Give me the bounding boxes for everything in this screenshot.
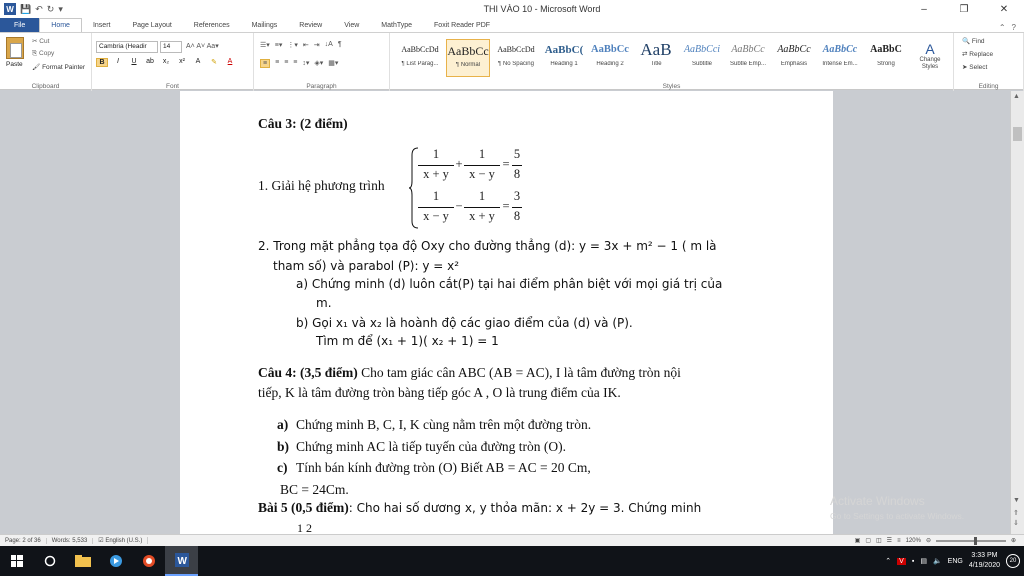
word-taskbar-button[interactable]	[165, 546, 198, 576]
subscript-icon[interactable]: x₂	[162, 58, 170, 65]
tab-file[interactable]: File	[0, 18, 39, 32]
tab-mailings[interactable]: Mailings	[251, 21, 278, 29]
editing-label: Editing	[978, 83, 999, 90]
select-button[interactable]: ➤ Select	[962, 64, 988, 71]
style-heading-1[interactable]: AaBbC( Heading 1	[544, 44, 584, 67]
style-list-paragraph[interactable]: AaBbCcDd ¶ List Parag...	[401, 45, 439, 67]
font-color-icon[interactable]: A	[227, 58, 233, 65]
bold-button[interactable]: B	[96, 58, 108, 67]
numbering-icon[interactable]: ≡▾	[274, 42, 283, 49]
style-title[interactable]: AaB Title	[640, 40, 672, 67]
media-icon	[109, 554, 123, 568]
eq2-frac2-num: 1	[478, 189, 486, 203]
style-intense-emphasis[interactable]: AaBbCc Intense Em...	[822, 44, 858, 67]
q4c-label: c)	[277, 460, 288, 475]
system-tray	[885, 551, 1024, 571]
network-icon[interactable]: ▤	[920, 558, 927, 565]
draft-icon[interactable]: ≡	[897, 537, 901, 544]
change-styles-button[interactable]: A Change Styles	[912, 41, 948, 71]
style-emphasis[interactable]: AaBbCc Emphasis	[777, 44, 811, 67]
q3-heading: Câu 3: (2 điểm)	[258, 116, 348, 131]
browser-icon	[142, 554, 156, 568]
line-spacing-icon[interactable]: ↕▾	[302, 60, 310, 67]
eq2-frac1-num: 1	[432, 189, 440, 203]
q4-line2: tiếp, K là tâm đường tròn bàng tiếp góc A , O là trung điểm của IK.	[258, 385, 621, 400]
scroll-down-icon[interactable]: ▼	[1013, 497, 1020, 504]
font-group	[92, 33, 254, 91]
undo-icon[interactable]: ↶	[35, 3, 43, 14]
clock[interactable]: 3:33 PM 4/19/2020	[968, 552, 1000, 569]
superscript-icon[interactable]: x²	[179, 58, 185, 65]
bullets-icon[interactable]: ☰▾	[260, 42, 270, 49]
word-app-icon[interactable]: W	[4, 3, 16, 15]
outline-icon[interactable]: ☰	[886, 538, 893, 544]
antivirus-icon[interactable]: V	[899, 557, 904, 565]
q3-part2a-line1: a) Chứng minh (d) luôn cắt(P) tại hai điểm phân biệt với mọi giá trị của	[296, 277, 723, 291]
align-left-icon[interactable]: ≡	[260, 59, 270, 68]
q4-heading: Câu 4: (3,5 điểm)	[258, 365, 358, 380]
find-button[interactable]: 🔍 Find	[962, 38, 985, 45]
windows-logo-icon	[11, 555, 23, 567]
activate-windows-title: Activate Windows	[830, 494, 925, 508]
replace-button[interactable]: ⇄ Replace	[962, 51, 994, 58]
eq2-frac1-den: x − y	[423, 209, 449, 223]
tray-app-icon[interactable]: ▪	[911, 557, 915, 565]
q4a-label: a)	[277, 417, 289, 432]
page-count[interactable]: Page: 2 of 36	[0, 538, 47, 544]
style-heading-2[interactable]: AaBbCc Heading 2	[591, 44, 629, 67]
tab-foxit[interactable]: Foxit Reader PDF	[434, 21, 491, 29]
paragraph-group	[254, 33, 390, 91]
tab-mathtype[interactable]: MathType	[381, 21, 413, 29]
cortana-icon	[44, 555, 56, 567]
input-language[interactable]: ENG	[947, 557, 963, 565]
q4c-text: Tính bán kính đường tròn (O) Biết AB = AC = 20 Cm,	[296, 460, 591, 475]
taskbar	[0, 546, 1024, 576]
full-screen-icon[interactable]: ▢	[865, 538, 871, 544]
eq2-frac2-den: x + y	[469, 209, 495, 223]
style-strong[interactable]: AaBbC Strong	[870, 44, 902, 67]
quick-access-toolbar	[0, 3, 120, 15]
word-icon	[175, 553, 189, 567]
title-bar	[0, 0, 1024, 18]
zoom-in-icon[interactable]: ⊕	[1010, 538, 1016, 544]
paste-icon[interactable]	[6, 37, 24, 59]
ribbon-tabs	[0, 18, 1024, 32]
q5-heading: Bài 5 (0,5 điểm)	[258, 500, 349, 515]
tab-page-layout[interactable]: Page Layout	[132, 21, 172, 29]
browser-button[interactable]	[132, 546, 165, 576]
shading-icon[interactable]: ◈▾	[314, 60, 324, 67]
align-center-icon[interactable]: ≡	[275, 59, 280, 66]
folder-icon	[75, 555, 91, 567]
eq2-op2: =	[502, 199, 510, 213]
eq1-frac2-num: 1	[478, 147, 486, 161]
q4b-label: b)	[277, 439, 290, 454]
file-explorer-button[interactable]	[66, 546, 99, 576]
zoom-slider[interactable]	[936, 540, 1006, 542]
volume-icon[interactable]: 🔈	[932, 558, 942, 565]
minimize-button[interactable]: –	[921, 3, 927, 15]
eq2-frac1-bar	[418, 207, 454, 208]
font-name-select[interactable]: Cambria (Headir	[96, 41, 158, 53]
q4c-line2: BC = 24Cm.	[280, 482, 349, 497]
font-size-select[interactable]: 14	[160, 41, 182, 53]
styles-group	[390, 33, 954, 91]
highlight-icon[interactable]: ✎	[211, 59, 217, 66]
eq2-frac3-den: 8	[513, 209, 521, 223]
show-marks-icon[interactable]: ¶	[337, 41, 342, 48]
styles-label: Styles	[662, 83, 681, 90]
font-label: Font	[165, 83, 179, 90]
q3-part2-line1: 2. Trong mặt phẳng tọa độ Oxy cho đường thẳng (d): y = 3x + m² − 1 ( m là	[258, 239, 717, 253]
eq1-op1: +	[455, 157, 463, 171]
tab-view[interactable]: View	[344, 21, 360, 29]
document-page[interactable]	[180, 91, 833, 534]
grow-shrink-font-icon[interactable]: A˄ A˅ Aa▾	[186, 43, 219, 50]
svg-text:W: W	[177, 556, 187, 567]
eq1-op2: =	[502, 157, 510, 171]
close-button[interactable]: ✕	[999, 3, 1009, 15]
tab-home[interactable]: Home	[39, 18, 82, 32]
document-area	[0, 91, 1010, 534]
style-subtle-emphasis[interactable]: AaBbCc Subtle Emp...	[729, 44, 767, 67]
editing-group	[954, 33, 1024, 91]
scroll-up-icon[interactable]: ▲	[1013, 93, 1020, 100]
language-indicator[interactable]: ☑ English (U.S.)	[93, 537, 148, 544]
eq1-frac3-num: 5	[513, 147, 521, 161]
justify-icon[interactable]: ≡	[293, 59, 298, 66]
increase-indent-icon[interactable]: ⇥	[313, 42, 320, 49]
clipboard-label: Clipboard	[31, 83, 60, 90]
q3-part2a-line2: m.	[316, 296, 332, 310]
italic-button[interactable]: I	[117, 58, 119, 65]
scrollbar-thumb[interactable]	[1013, 127, 1022, 141]
eq2-frac3-num: 3	[513, 189, 521, 203]
eq2-frac3-bar	[512, 207, 522, 208]
word-count[interactable]: Words: 5,533	[47, 538, 94, 544]
paste-button[interactable]: Paste	[6, 61, 23, 68]
change-styles-icon: A	[925, 41, 935, 57]
help-icon[interactable]: ?	[1011, 23, 1016, 32]
search-button[interactable]	[33, 546, 66, 576]
ribbon	[0, 32, 1024, 90]
style-normal[interactable]: AaBbCc ¶ Normal	[446, 39, 490, 77]
start-button[interactable]	[0, 546, 33, 576]
eq2-op1: −	[455, 199, 463, 213]
tab-review[interactable]: Review	[299, 21, 323, 29]
strikethrough-icon[interactable]: ab	[146, 58, 154, 65]
text-effects-icon[interactable]: A	[195, 58, 201, 65]
window-title: THI VÀO 10 - Microsoft Word	[483, 4, 601, 14]
style-no-spacing[interactable]: AaBbCcDd ¶ No Spacing	[497, 45, 535, 67]
q3-part1-label: 1. Giải hệ phương trình	[258, 178, 385, 193]
q3-part2b-line2: Tìm m để (x₁ + 1)( x₂ + 1) = 1	[316, 334, 499, 348]
media-app-button[interactable]	[99, 546, 132, 576]
sort-icon[interactable]: ↓A	[324, 41, 333, 48]
borders-icon[interactable]: ▦▾	[328, 60, 339, 67]
customize-qat-icon[interactable]: ▾	[58, 3, 63, 14]
save-icon[interactable]: 💾	[20, 3, 32, 14]
tab-references[interactable]: References	[193, 21, 230, 29]
eq1-frac1-bar	[418, 165, 454, 166]
copy-button[interactable]: ⎘ Copy	[32, 50, 55, 57]
maximize-button[interactable]: ❐	[959, 3, 969, 15]
cut-button[interactable]: ✂ Cut	[32, 38, 50, 45]
action-center-badge[interactable]: 20	[1006, 554, 1020, 568]
decrease-indent-icon[interactable]: ⇤	[302, 42, 309, 49]
q5-line1: Bài 5 (0,5 điểm): Cho hai số dương x, y thỏa mãn: x + 2y = 3. Chứng minh	[258, 500, 702, 515]
q3-part2-line2: tham số) và parabol (P): y = x²	[273, 259, 460, 273]
eq1-frac1-den: x + y	[423, 167, 449, 181]
eq1-frac3-den: 8	[513, 167, 521, 181]
align-right-icon[interactable]: ≡	[284, 59, 289, 66]
web-layout-icon[interactable]: ◫	[876, 538, 882, 544]
print-layout-icon[interactable]: ▣	[854, 538, 861, 544]
q4-line1: Câu 4: (3,5 điểm) Cho tam giác cân ABC (AB = AC), I là tâm đường tròn nội	[258, 365, 681, 380]
eq1-frac2-den: x − y	[469, 167, 495, 181]
eq1-frac2-bar	[464, 165, 500, 166]
eq1-frac3-bar	[512, 165, 522, 166]
previous-page-icon[interactable]: ⇑	[1013, 510, 1019, 517]
zoom-level[interactable]: 120%	[905, 537, 921, 544]
redo-icon[interactable]: ↻	[46, 3, 55, 14]
eq1-frac1-num: 1	[432, 147, 440, 161]
q4a-text: Chứng minh B, C, I, K cùng nằm trên một đường tròn.	[296, 417, 592, 432]
q4b-text: Chứng minh AC là tiếp tuyến của đường tròn (O).	[296, 439, 566, 454]
tab-insert[interactable]: Insert	[92, 21, 111, 29]
clipboard-group	[0, 33, 92, 91]
activate-windows-subtitle: Go to Settings to activate Windows.	[830, 511, 965, 521]
q3-part2b-line1: b) Gọi x₁ và x₂ là hoành độ các giao điểm của (d) và (P).	[296, 316, 633, 330]
next-page-icon[interactable]: ⇓	[1013, 520, 1019, 527]
show-hidden-icons[interactable]: ⌃	[885, 558, 892, 565]
paragraph-label: Paragraph	[306, 83, 337, 90]
vertical-scrollbar[interactable]	[1010, 91, 1024, 534]
eq2-frac2-bar	[464, 207, 500, 208]
zoom-out-icon[interactable]: ⊖	[925, 538, 931, 544]
minimize-ribbon-icon[interactable]: ⌃	[998, 23, 1006, 32]
multilevel-list-icon[interactable]: ⋮▾	[287, 42, 298, 49]
format-painter-button[interactable]: 🖌 Format Painter	[32, 64, 86, 71]
q5-partial-formula: 1 2	[297, 521, 312, 534]
underline-button[interactable]: U	[131, 58, 137, 65]
status-bar	[0, 534, 1024, 546]
style-subtitle[interactable]: AaBbCci Subtitle	[683, 44, 721, 67]
